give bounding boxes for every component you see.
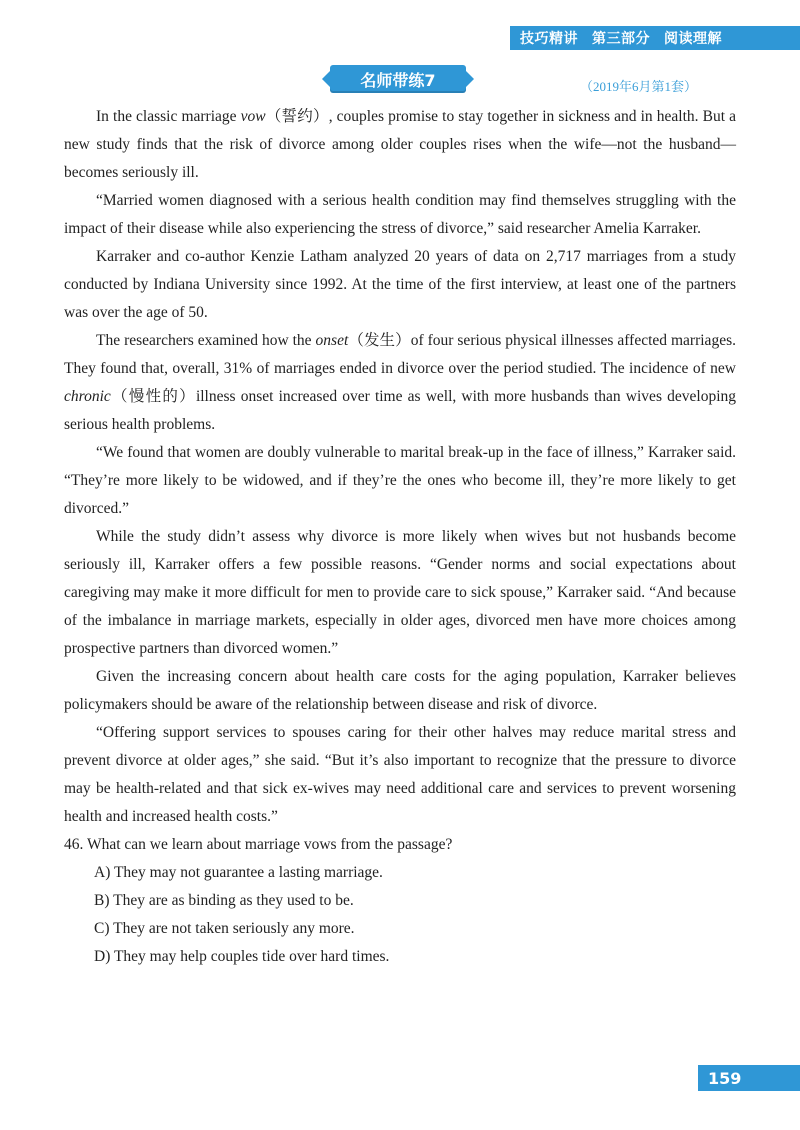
page-number: 159 <box>698 1065 800 1091</box>
option-a: A) They may not guarantee a lasting marriage. <box>94 864 383 881</box>
paragraph-7: Given the increasing concern about health care costs for the aging population, Karraker believes policymakers should be aware of the relationship between disease and risk of divorce. <box>64 668 736 713</box>
p4-text-b: （发生）of four serious physical illnesses affected marriages. They found that, overall, 31% of marriages ended in divorce over the period studied. The incidence of new <box>64 332 736 377</box>
header-bar <box>510 26 800 50</box>
option-c: C) They are not taken seriously any more. <box>94 920 355 937</box>
p1-term-vow: vow <box>240 108 266 125</box>
header-item-part: 第三部分 <box>592 31 650 47</box>
paragraph-1 <box>64 103 736 187</box>
p4-text-c: （慢性的）illness onset increased over time as well, with more husbands than wives developing serious health problems. <box>64 388 736 433</box>
question-46 <box>64 831 736 971</box>
passage <box>64 103 736 971</box>
paragraph-6: While the study didn’t assess why divorce is more likely when wives but not husbands become seriously ill, Karraker offers a few possible reasons. “Gender norms and social expectations about caregiving may make it more difficult for men to provide care to sick spouse,” Karraker said. “And because of the imbalance in marriage markets, especially in older ages, divorced men have more choices among prospective partners than divorced women.” <box>64 528 736 657</box>
p1-text-a: In the classic marriage <box>96 108 241 125</box>
paragraph-3: Karraker and co-author Kenzie Latham analyzed 20 years of data on 2,717 marriages from a study conducted by Indiana University since 1992. At the time of the first interview, at least one of the partners was over the age of 50. <box>64 248 736 321</box>
p4-term-chronic: chronic <box>64 388 111 405</box>
p4-term-onset: onset <box>315 332 349 349</box>
p1-text-b: （誓约）, couples promise to stay together in sickness and in health. But a new study finds that the risk of divorce among older couples rises when the wife—not the husband—becomes seriously ill. <box>64 108 736 181</box>
option-b: B) They are as binding as they used to be. <box>94 892 354 909</box>
paragraph-8: “Offering support services to spouses caring for their other halves may reduce marital stress and prevent divorce at older ages,” she said. “But it’s also important to recognize that the pressure to divorce may be health-related and that sick ex-wives may need additional care and services to prevent worsening health and increased health costs.” <box>64 724 736 825</box>
paragraph-5: “We found that women are doubly vulnerable to marital break-up in the face of illness,” Karraker said. “They’re more likely to be widowed, and if they’re the ones who become ill, they’re more likely to get divorced.” <box>64 444 736 517</box>
option-d: D) They may help couples tide over hard times. <box>94 948 390 965</box>
header-item-reading: 阅读理解 <box>664 31 722 47</box>
paragraph-4 <box>64 327 736 439</box>
question-stem: 46. What can we learn about marriage vows from the passage? <box>64 836 453 853</box>
exam-source: （2019年6月第1套） <box>580 79 698 94</box>
paragraph-2: “Married women diagnosed with a serious health condition may find themselves struggling with the impact of their disease while also experiencing the stress of divorce,” said researcher Amelia Karraker. <box>64 192 736 237</box>
header-item-skills: 技巧精讲 <box>520 31 578 47</box>
p4-text-a: The researchers examined how the <box>96 332 316 349</box>
section-title: 名师带练7 <box>330 65 466 93</box>
